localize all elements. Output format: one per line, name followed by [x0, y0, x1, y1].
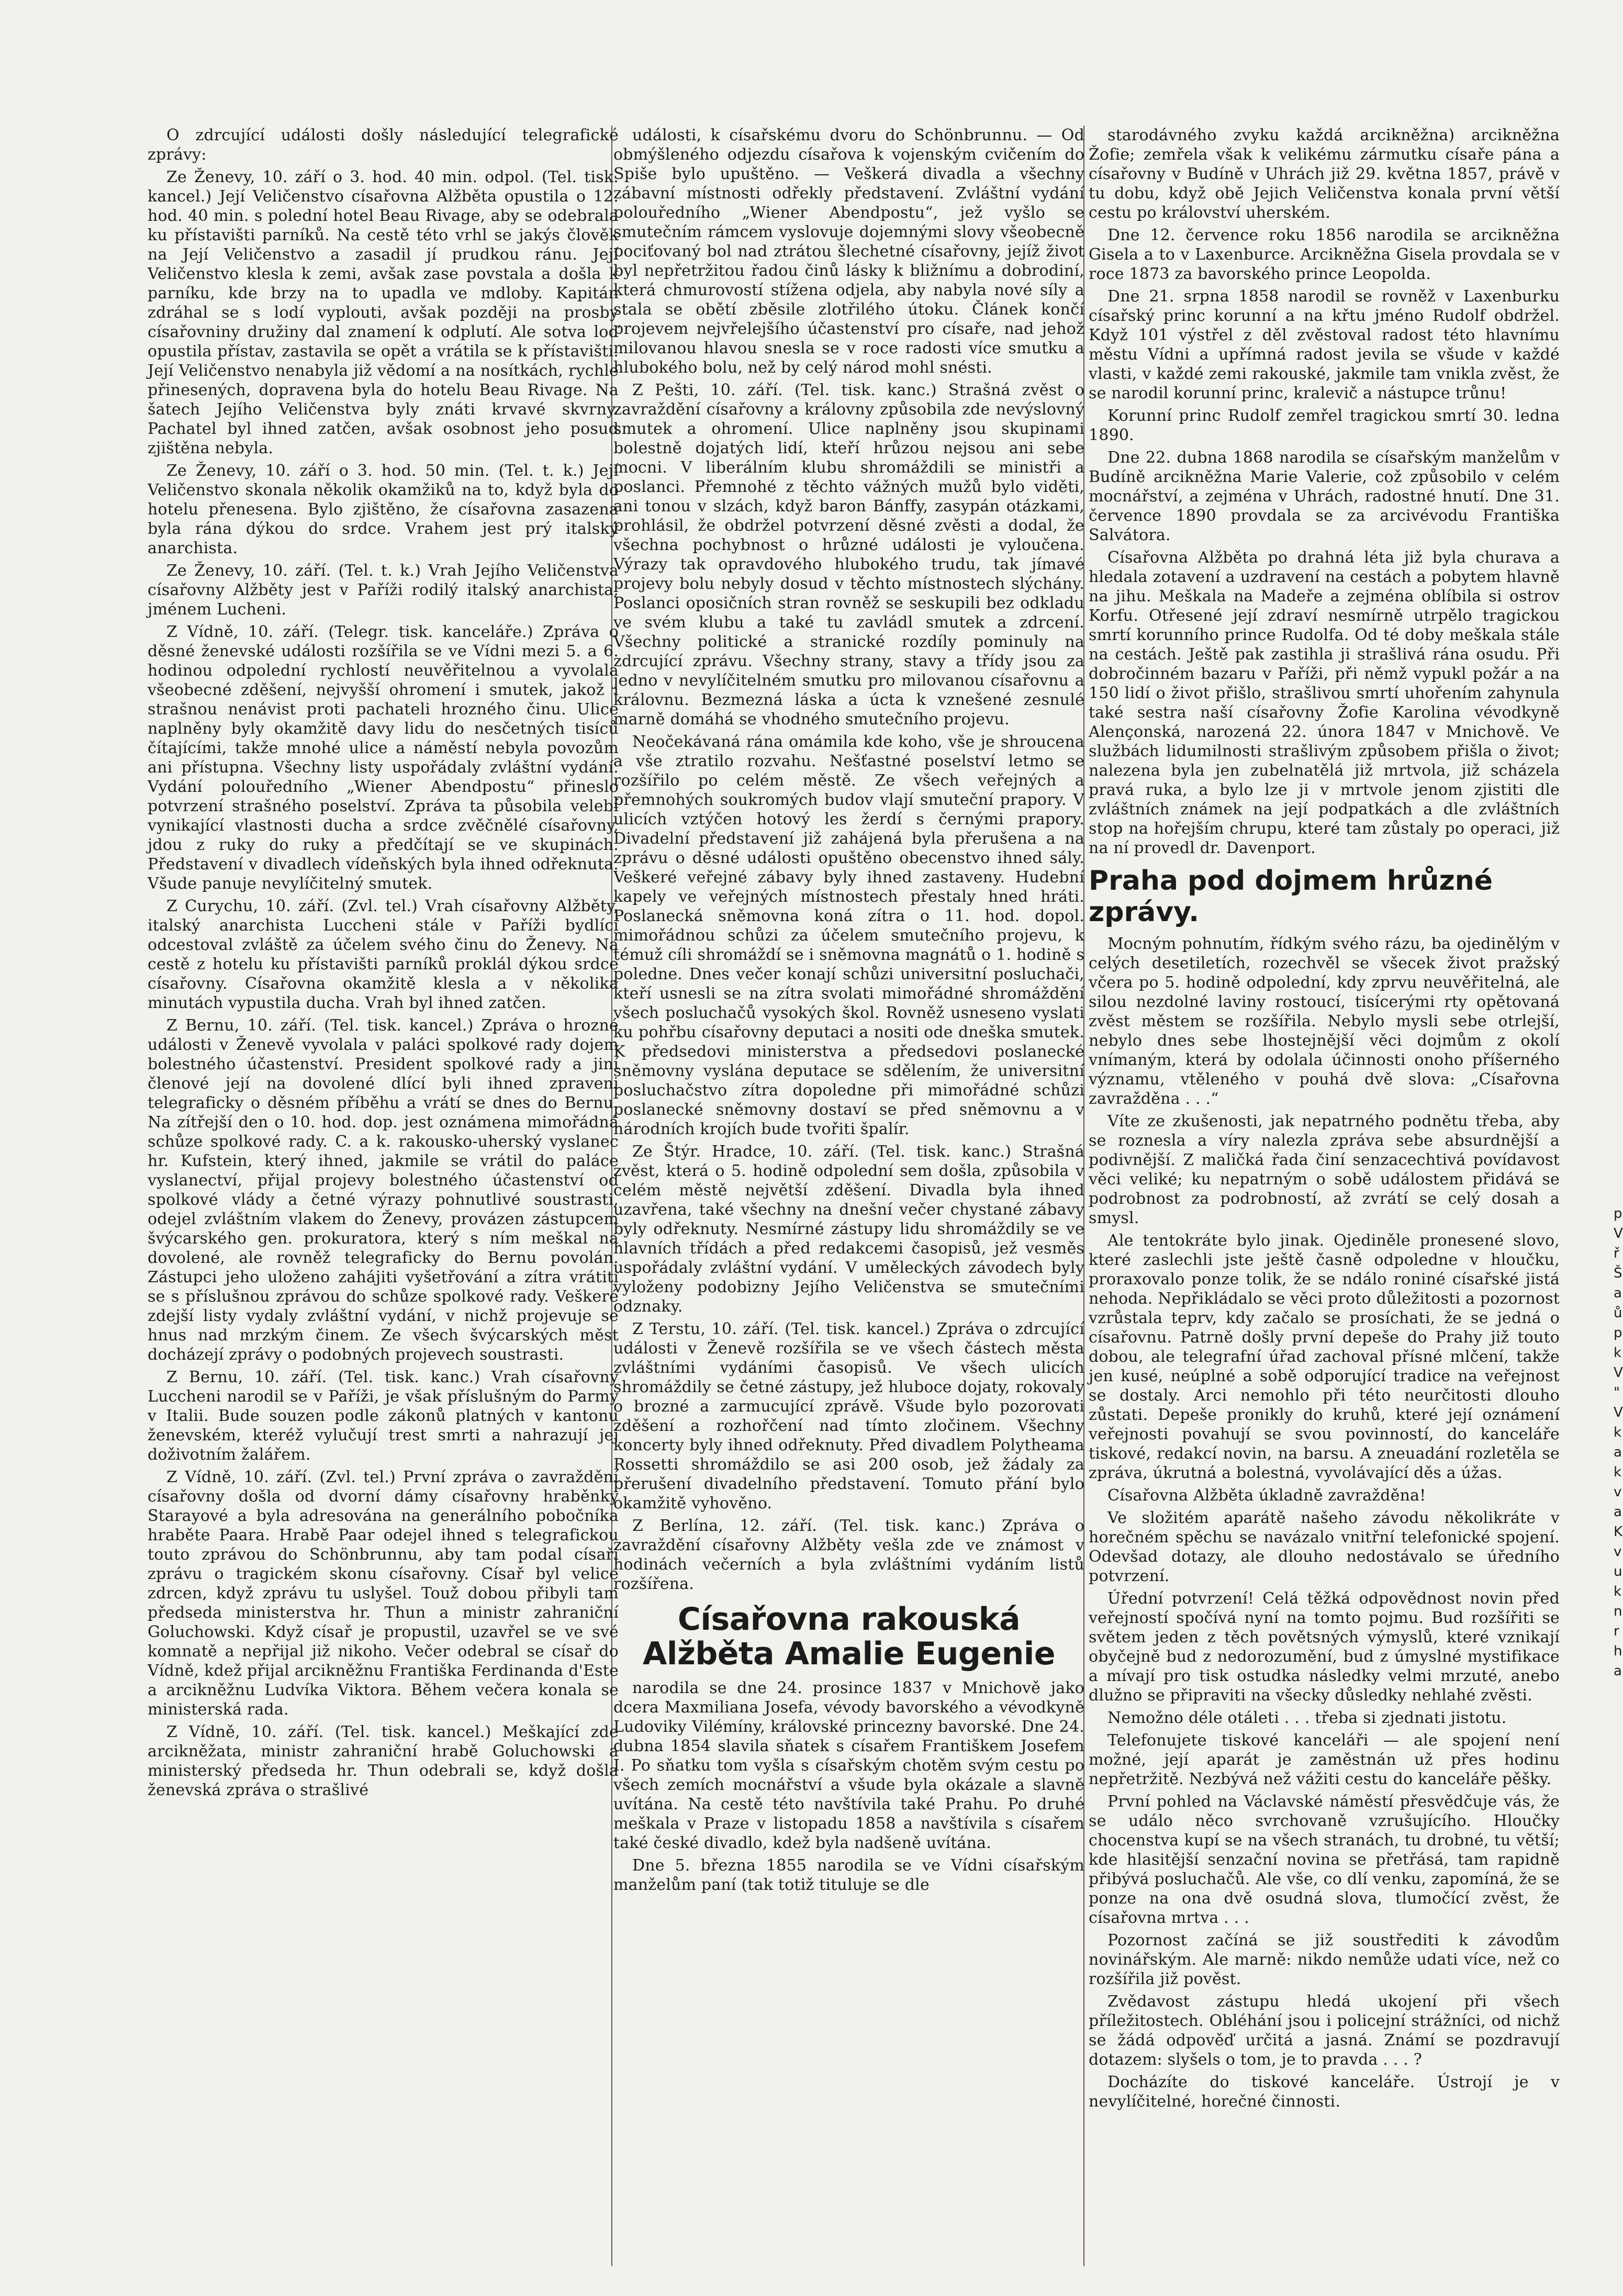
article-paragraph: Zvědavost zástupu hledá ukojení při všech příležitostech. Obléhání jsou i policejní strážníci, od nichž se žádá odpověď určitá a jasná. Známí se pozdravují dotazem: slyšels o tom, je to pravda . . . ?	[1089, 1992, 1560, 2069]
article-paragraph: Ze Štýr. Hradce, 10. září. (Tel. tisk. kanc.) Strašná zvěst, která o 5. hodině odpolední sem došla, způsobila v celém městě největší zděšení. Divadla byla ihned uzavřena, také všechny na dnešní večer chystané zábavy byly odřeknuty. Nesmírné zástupy lidu shromáždily se ve hlavních třídách a před redakcemi časopisů, jež vesměs uspořádaly zvláštní vydání. V uměleckých závodech byly vyloženy podobizny Jejího Veličenstva se smutečními odznaky.	[613, 1143, 1084, 1316]
empress-biography-heading: Císařovna rakouská Alžběta Amalie Eugenie	[642, 1601, 1056, 1672]
article-paragraph: Telefonujete tiskové kanceláři — ale spojení není možné, její aparát je zaměstnán už přes hodinu nepřetržitě. Nezbývá než vážiti cestu do kanceláře pěšky.	[1089, 1731, 1560, 1788]
edge-fragment: h	[1614, 1643, 1622, 1659]
article-paragraph: Z Bernu, 10. září. (Tel. tisk. kancel.) Zpráva o hrozné události v Ženevě vyvolala v paláci spolkové rady dojem bolestného účastenství. President spolkové rady a jiní členové její na dovolené dlící byli ihned zpraveni telegraficky o děsném příběhu a vrátí se dnes do Bernu. Na zítřejší den o 10. hod. dop. jest oznámena mimořádná schůze spolkové rady. C. a k. rakousko-uherský vyslanec hr. Kufstein, který ihned, jakmile se vrátil do paláce vyslanectví, přijal projevy bolestného účastenství od spolkové vlády a četné výrazy pohnutlivé soustrasti, odejel zvláštním vlakem do Ženevy, provázen zástupcem švýcarského gen. prokuratora, který s ním meškal na dovolené, ale rovněž telegraficky do Bernu povolán. Zástupci jeho uloženo zahájiti vyšetřování a zítra vrátiti se s příslušnou zprávou do schůze spolkové rady. Veškeré zdejší listy vydaly zvláštní vydání, v nichž projevuje se hnus nad mrzkým činem. Ze všech švýcarských měst docházejí zprávy o podobných projevech soustrasti.	[148, 1016, 619, 1364]
article-paragraph: Z Bernu, 10. září. (Tel. tisk. kanc.) Vrah císařovny Luccheni narodil se v Paříži, je však příslušným do Parmy v Italii. Bude souzen podle zákonů platných v kantonu ženevském, kteréž vylučují trest smrti a nahrazují jej doživotním žalářem.	[148, 1368, 619, 1464]
article-paragraph: Ze Ženevy, 10. září o 3. hod. 40 min. odpol. (Tel. tisk. kancel.) Její Veličenstvo císařovna Alžběta opustila o 12. hod. 40 min. s polední hotel Beau Rivage, aby se odebrala ku přístavišti parníků. Na cestě této vrhl se jakýs člověk na Její Veličenstvo a zasadil jí prudkou ránu. Její Veličenstvo klesla k zemi, avšak zase povstala a došla k parníku, kde brzy na to upadla ve mdloby. Kapitán zdráhal se s lodí vyplouti, avšak později na prosby císařovniny družiny dal znamení k odplutí. Ale sotva loď opustila přístav, zastavila se opět a vrátila se k přístavišti. Její Veličenstvo nenabyla již vědomí a na nosítkách, rychle přinesených, dopravena byla do hotelu Beau Rivage. Na šatech Jejího Veličenstva byly znáti krvavé skvrny. Pachatel byl ihned zatčen, avšak osobnost jeho posud zjištěna nebyla.	[148, 168, 619, 457]
edge-fragment: ů	[1614, 1305, 1622, 1321]
column-2-reports	[613, 126, 1084, 1594]
edge-fragment: Š	[1614, 1265, 1622, 1281]
article-paragraph: Docházíte do tiskové kanceláře. Ústrojí je v nevylíčitelné, horečné činnosti.	[1089, 2073, 1560, 2111]
prague-report-heading: Praha pod dojmem hrůzné zprávy.	[1089, 865, 1493, 928]
article-paragraph: Z Berlína, 12. září. (Tel. tisk. kanc.) Zpráva o zavraždění císařovny Alžběty vešla zde ve známost v hodinách večerních a byla zvláštními vydáním listů rozšířena.	[613, 1517, 1084, 1593]
article-paragraph: události, k císařskému dvoru do Schönbrunnu. — Od obmýšleného odjezdu císařova k vojenským cvičením do Spiše bylo upuštěno. — Veškerá divadla a všechny zábavní místnosti odřekly představení. Zvláštní vydání polouředního „Wiener Abendpostu“, jež vyšlo se smutečním rámcem vyslovuje dojemnými slovy všeobecně pociťovaný bol nad ztrátou šlechetné císařovny, jejíž život byl nepřetržitou řadou činů lásky k bližnímu a dobrodiní, která chmurovostí stížena odjela, aby nabyla nové síly a stala se obětí zběsile zlotřilého útoku. Článek končí projevem nejvřelejšího účastenství pro císaře, nad jehož milovanou hlavou snesla se v roce radosti více smutku a hlubokého bolu, než by celý národ mohl snésti.	[613, 126, 1084, 377]
column-3-biography	[1089, 126, 1560, 858]
column-3	[1089, 126, 1560, 2266]
edge-fragment: v	[1614, 1544, 1622, 1560]
edge-fragment: V	[1614, 1226, 1623, 1241]
article-paragraph: Mocným pohnutím, řídkým svého rázu, ba ojedinělým v celých desetiletích, rozechvěl se všecek život pražský včera po 5. hodině odpolední, kdy zprvu neuvěřitelná, ale silou nezdolné laviny rostoucí, tisícerými rty opětovaná zvěst městem se rozšířila. Nebylo mysli sebe otrlejší, nebylo dnes sebe lhostejnější věci dojmům z okolí vnímaným, která by odolala účinnosti onoho příšerného významu, vtěleného v pouhá dvě slova: „Císařovna zavražděna . . .“	[1089, 935, 1560, 1108]
adjacent-page-edge	[1614, 1204, 1621, 1963]
article-paragraph: starodávného zvyku každá arcikněžna) arcikněžna Žofie; zemřela však k velikému zármutku císaře pána a císařovny v Budíně v Uhrách již 29. května 1857, právě v tu dobu, když obě Jejich Veličenstva konala první větší cestu po království uherském.	[1089, 126, 1560, 222]
article-paragraph: Korunní princ Rudolf zemřel tragickou smrtí 30. ledna 1890.	[1089, 407, 1560, 444]
edge-fragment: a	[1614, 1444, 1622, 1460]
edge-fragment: V	[1614, 1405, 1623, 1420]
edge-fragment: ř	[1614, 1246, 1619, 1261]
article-paragraph: Dne 22. dubna 1868 narodila se císařským manželům v Budíně arcikněžna Marie Valerie, což způsobilo v celém mocnářství, a zejména v Uhrách, radostné hnutí. Dne 31. července 1890 provdala se za arcivévodu Františka Salvátora.	[1089, 449, 1560, 544]
article-paragraph: Ze Ženevy, 10. září o 3. hod. 50 min. (Tel. t. k.) Její Veličenstvo skonala několik okamžiků na to, když byla do hotelu přenesena. Bylo zjištěno, že císařovna zasazena byla rána dýkou do srdce. Vrahem jest prý italský anarchista.	[148, 462, 619, 557]
edge-fragment: n	[1614, 1604, 1622, 1619]
article-paragraph: Dne 21. srpna 1858 narodil se rovněž v Laxenburku císařský princ korunní a na křtu jméno Rudolf obdržel. Když 101 výstřel z děl zvěstoval radost této hlavnímu městu Vídni a upřímná radost jevila se všude v každé vlasti, v každé zemi rakouské, jakmile tam vnikla zvěst, že se narodil korunní princ, kralevič a nástupce trůnu!	[1089, 287, 1560, 402]
article-paragraph: Víte ze zkušenosti, jak nepatrného podnětu třeba, aby se roznesla a víry nalezla zpráva sebe absurdnější a podivnější. Z maličká řada činí senzacechtivá povídavost věci veliké; ku nepatrným o sobě událostem přidává se podrobnost za podrobností, až zvrátí se celý dosah a smysl.	[1089, 1112, 1560, 1227]
column-1	[148, 126, 619, 2266]
article-paragraph: Z Vídně, 10. září. (Tel. tisk. kancel.) Meškající zde arcikněžata, ministr zahraniční hrabě Goluchowski a ministerský předseda hr. Thun odebrali se, když došla ženevská zpráva o strašlivé	[148, 1723, 619, 1799]
edge-fragment: k	[1614, 1464, 1622, 1480]
empress-biography-text	[613, 1678, 1084, 1895]
edge-fragment: V	[1614, 1365, 1623, 1381]
edge-fragment: k	[1614, 1584, 1622, 1599]
article-paragraph: Z Terstu, 10. září. (Tel. tisk. kancel.) Zpráva o zdrcující události v Ženevě rozšířila se ve všech částech města zvláštními vydáními časopisů. Ve všech ulicích shromáždily se četné zástupy, jež hluboce dojaty, rokovaly o brozné a zarmucující zprávě. Všude bylo pozorovati zděšení a rozhořčení nad tímto zločinem. Všechny koncerty byly ihned odřeknuty. Před divadlem Polytheama Rossetti shromáždilo se asi 200 osob, jež žádaly za přerušení divadelního představení. Tomuto přání bylo okamžitě vyhověno.	[613, 1320, 1084, 1513]
article-paragraph: Nemožno déle otáleti . . . třeba si zjednati jistotu.	[1107, 1709, 1507, 1727]
article-paragraph: Císařovna Alžběta po drahná léta již byla churava a hledala zotavení a uzdravení na cestách a pobytem hlavně na jihu. Meškala na Madeře a zejména oblíbila si ostrov Korfu. Otřesené její zdraví nesmírně utrpělo tragickou smrtí korunního prince Rudolfa. Od té doby meškala stále na cestách. Ještě pak zastihla ji strašlivá rána osudu. Při dobročinném bazaru v Paříži, při němž vypukl požár a na 150 lidí o život přišlo, strašlivou smrtí uhořením zahynula také sestra naší císařovny Žofie Karolina vévodkyně Alençonská, narozená 22. února 1847 v Mnichově. Ve službách lidumilnosti strašlivým způsobem přišla o život; nalezena byla jen zubelnatělá již mrtvola, již scházela pravá ruka, a bylo lze ji v mrtvole jenom zjistiti dle zvláštních známek na její podpatkách a dle zvláštních stop na hořejším chrupu, které tam zůstaly po operaci, již na ní provedl dr. Davenport.	[1089, 548, 1560, 857]
article-paragraph: Dne 12. července roku 1856 narodila se arcikněžna Gisela a to v Laxenburce. Arcikněžna Gisela provdala se v roce 1873 za bavorského prince Leopolda.	[1089, 226, 1560, 283]
article-paragraph: Z Pešti, 10. září. (Tel. tisk. kanc.) Strašná zvěst o zavraždění císařovny a královny způsobila zde nevýslovný smutek a ohromení. Ulice naplněny jsou skupinami bolestně dojatých lidí, kteří hrůzou nejsou ani sebe mocni. V liberálním klubu shromáždili se ministři a poslanci. Přemnohé z těchto vážných mužů bylo viděti, ani tonou v slzách, když baron Bánffy, zasypán otázkami, prohlásil, že obdržel potvrzení děsné zvěsti a dodal, že všechna pochybnost o hrůzné události je vyloučena. Výrazy tak opravdového hlubokého trudu, tak jímavé projevy bolu nebyly dosud v těchto místnostech slýchány. Poslanci oposičních stran rovněž se seskupili bez odkladu ve svém klubu a také tu zavládl smutek a zdrcení. Všechny politické a stranické rozdíly pominuly na zdrcující zprávu. Všechny strany, stavy a třídy jsou za jedno v nevylíčitelném smutku pro milovanou císařovnu a královnu. Bezmezná láska a úcta k vznešené zesnulé marně domáhá se vhodného smutečního projevu.	[613, 381, 1084, 729]
edge-fragment: "	[1614, 1385, 1620, 1401]
article-paragraph: Z Curychu, 10. září. (Zvl. tel.) Vrah císařovny Alžběty, italský anarchista Luccheni stále v Paříži bydlící odcestoval zvláště za účelem svého činu do Ženevy. Na cestě z hotelu ku přístavišti parníků proklál dýkou srdce císařovny. Císařovna okamžitě klesla a v několika minutách vypustila ducha. Vrah byl ihned zatčen.	[148, 897, 619, 1012]
article-paragraph: O zdrcující události došly následující telegrafické zprávy:	[148, 126, 619, 164]
article-paragraph: Ale tentokráte bylo jinak. Ojediněle pronesené slovo, které zaslechli jste ještě časně odpoledne v hloučku, proraxovalo ponze tolik, že se ndálo roniné císařské jistá nehoda. Nepřikládalo se věci proto důležitosti a pozornost vzrůstala teprv, kdy začalo se prosíchati, že se jedná o císařovnu. Patrně došly první depeše do Prahy již touto dobou, ale telegrafní úřad zachoval přísné mlčení, takže jen kusé, neúplné a sobě odporující tradice na veřejnost se dostaly. Arci nemohlo při této neurčitosti dlouho zůstati. Depeše pronikly do kruhů, které její oznámení veřejnosti povahují se svou povinností, do kanceláře tiskové, redakcí novin, na barsu. A zneuadání rozletěla se zpráva, úkrutná a bolestná, vyvolávající děs a úžas.	[1089, 1231, 1560, 1482]
edge-fragment: r	[1614, 1623, 1619, 1639]
article-paragraph: Z Vídně, 10. září. (Telegr. tisk. kanceláře.) Zpráva o děsné ženevské události rozšířila se ve Vídni mezi 5. a 6. hodinou odpolední rychlostí neuvěřitelnou a vyvolala všeobecné zděšení, nejvyšší ohromení i smutek, jakož i strašnou nenávist proti pachateli hrozného činu. Ulice naplněny byly okamžitě davy lidu do nesčetných tisíců čítajícími, takže mnohé ulice a náměstí nebyla povozům ani přístupna. Všechny listy uspořádaly zvláštní vydání. Vydání polouředního „Wiener Abendpostu“ přineslo potvrzení strašného poselství. Zpráva ta působila velebí vynikající vlastnosti ducha a srdce zvěčnělé císařovny, jdou z ruky do ruky a předčítají se ve skupinách. Představení v divadlech vídeňských byla ihned odřeknuta. Všude panuje nevylíčitelný smutek.	[148, 623, 619, 893]
article-paragraph: Ze Ženevy, 10. září. (Tel. t. k.) Vrah Jejího Veličenstva císařovny Alžběty jest v Paříži rodilý italský anarchista, jménem Lucheni.	[148, 562, 619, 619]
edge-fragment: a	[1614, 1285, 1622, 1301]
edge-fragment: u	[1614, 1564, 1622, 1580]
prague-report-text	[1089, 934, 1560, 2111]
edge-fragment: a	[1614, 1663, 1622, 1679]
article-paragraph: narodila se dne 24. prosince 1837 v Mnichově jako dcera Maxmiliana Josefa, vévody bavorského a vévodkyně Ludoviky Vilémíny, královské princezny bavorské. Dne 24. dubna 1854 slavila sňatek s císařem Františkem Josefem I. Po sňatku tom vyšla s císařským chotěm svým cestu po všech zemích mocnářství a všude byla okázale a slavně uvítána. Na cestě této navštívila také Prahu. Po druhé meškala v Praze v listopadu 1858 a navštívila s císařem také české divadlo, kdež byla nadšeně uvítána.	[613, 1679, 1084, 1852]
article-paragraph: Císařovna Alžběta úkladně zavražděna!	[1107, 1486, 1426, 1505]
article-paragraph: První pohled na Václavské náměstí přesvědčuje vás, že se událo něco svrchovaně vzrušujícího. Hloučky chocenstva kupí se na všech stranách, tu drobné, tu větší; kde hlasitější senzační novina se přetřásá, tam rapidně přibývá posluchačů. Ale vše, co dlí venku, zapomíná, že se ponze na ona dvě osudná slova, tlumočící zvěst, že císařovna mrtva . . .	[1089, 1793, 1560, 1927]
article-paragraph: Neočekávaná rána omámila kde koho, vše je shroucena a vše ztratilo rozvahu. Nešťastné poselství letmo se rozšířilo po celém městě. Ze všech veřejných a přemnohých soukromých budov vlají smuteční prapory. V ulicích vztýčen hotový les žerdí s černými prapory. Divadelní představení již zahájená byla přerušena a na zprávu o děsné události opuštěno obecenstvo ihned sály. Veškeré veřejné zábavy byly ihned zastaveny. Hudební kapely ve veřejných místnostech přestaly hned hráti. Poslanecká sněmovna koná zítra o 11. hod. dopol. mimořádnou schůzi za účelem smutečního projevu, k témuž cíli shromáždí se i sněmovna magnátů o 1. hodině s poledne. Dnes večer konají schůzi universitní posluchači, kteří usnesli se na zítra svolati mimořádné shromáždění všech posluchačů vysokých škol. Rovněž usneseno vyslati ku pohřbu císařovny deputaci a nositi ode dneška smutek. K předsedovi ministerstva a předsedovi poslanecké sněmovny vyslána deputace se sdělením, že universitní posluchačstvo zítra dopoledne při mimořádné schůzi poslanecké sněmovny dostaví se před sněmovnu a v národních krojích bude tvořiti špalír.	[613, 733, 1084, 1138]
edge-fragment: v	[1614, 1484, 1622, 1500]
article-paragraph: Ve složitém aparátě našeho závodu několikráte v horečném spěchu se navázalo vnitřní telefonické spojení. Odevšad dotazy, ale dlouho nedostávalo se úředního potvrzení.	[1089, 1509, 1560, 1585]
edge-fragment: p	[1614, 1206, 1622, 1222]
edge-fragment: k	[1614, 1425, 1622, 1440]
article-paragraph: Z Vídně, 10. září. (Zvl. tel.) První zpráva o zavraždění císařovny došla od dvorní dámy císařovny hraběnky Starayové a byla adresována na generálního pobočníka hraběte Paara. Hrabě Paar odejel ihned s telegrafickou touto zprávou do Schönbrunnu, aby tam podal císaři zprávu o tragickém skonu císařovny. Císař byl velice zdrcen, když zprávu tu uslyšel. Touž dobou přibyli tam předseda ministerstva hr. Thun a ministr zahraniční Goluchowski. Když císař je propustil, uzavřel se ve své komnatě a nepřijal již nikoho. Večer odebral se císař do Vídně, kdež přijal arcikněžnu Františka Ferdinanda d'Este a arcikněžnu Ludvíka Viktora. Během večera konala se ministerská rada.	[148, 1468, 619, 1719]
edge-fragment: a	[1614, 1504, 1622, 1520]
article-paragraph: Dne 5. března 1855 narodila se ve Vídni císařským manželům paní (tak totiž tituluje se dle	[613, 1856, 1084, 1894]
article-paragraph: Pozornost začíná se již soustřediti k závodům novinářským. Ale marně: nikdo nemůže udati více, než co rozšířila již pověst.	[1089, 1931, 1560, 1988]
edge-fragment: k	[1614, 1345, 1622, 1361]
edge-fragment: p	[1614, 1325, 1622, 1341]
article-paragraph: Úřední potvrzení! Celá těžká odpovědnost novin před veřejností spočívá nyní na tomto pojmu. Bud rozšířiti se světem jeden z těch povětsných výmyslů, které vznikají obyčejně bud z nedorozumění, bud z úmyslné mystifikace a mívají pro tisk ostudka následky velmi mrzuté, anebo dlužno se připraviti na všecky důsledky nehlahé zvěsti.	[1089, 1589, 1560, 1705]
edge-fragment: K	[1614, 1524, 1623, 1540]
column-2	[613, 126, 1084, 2266]
